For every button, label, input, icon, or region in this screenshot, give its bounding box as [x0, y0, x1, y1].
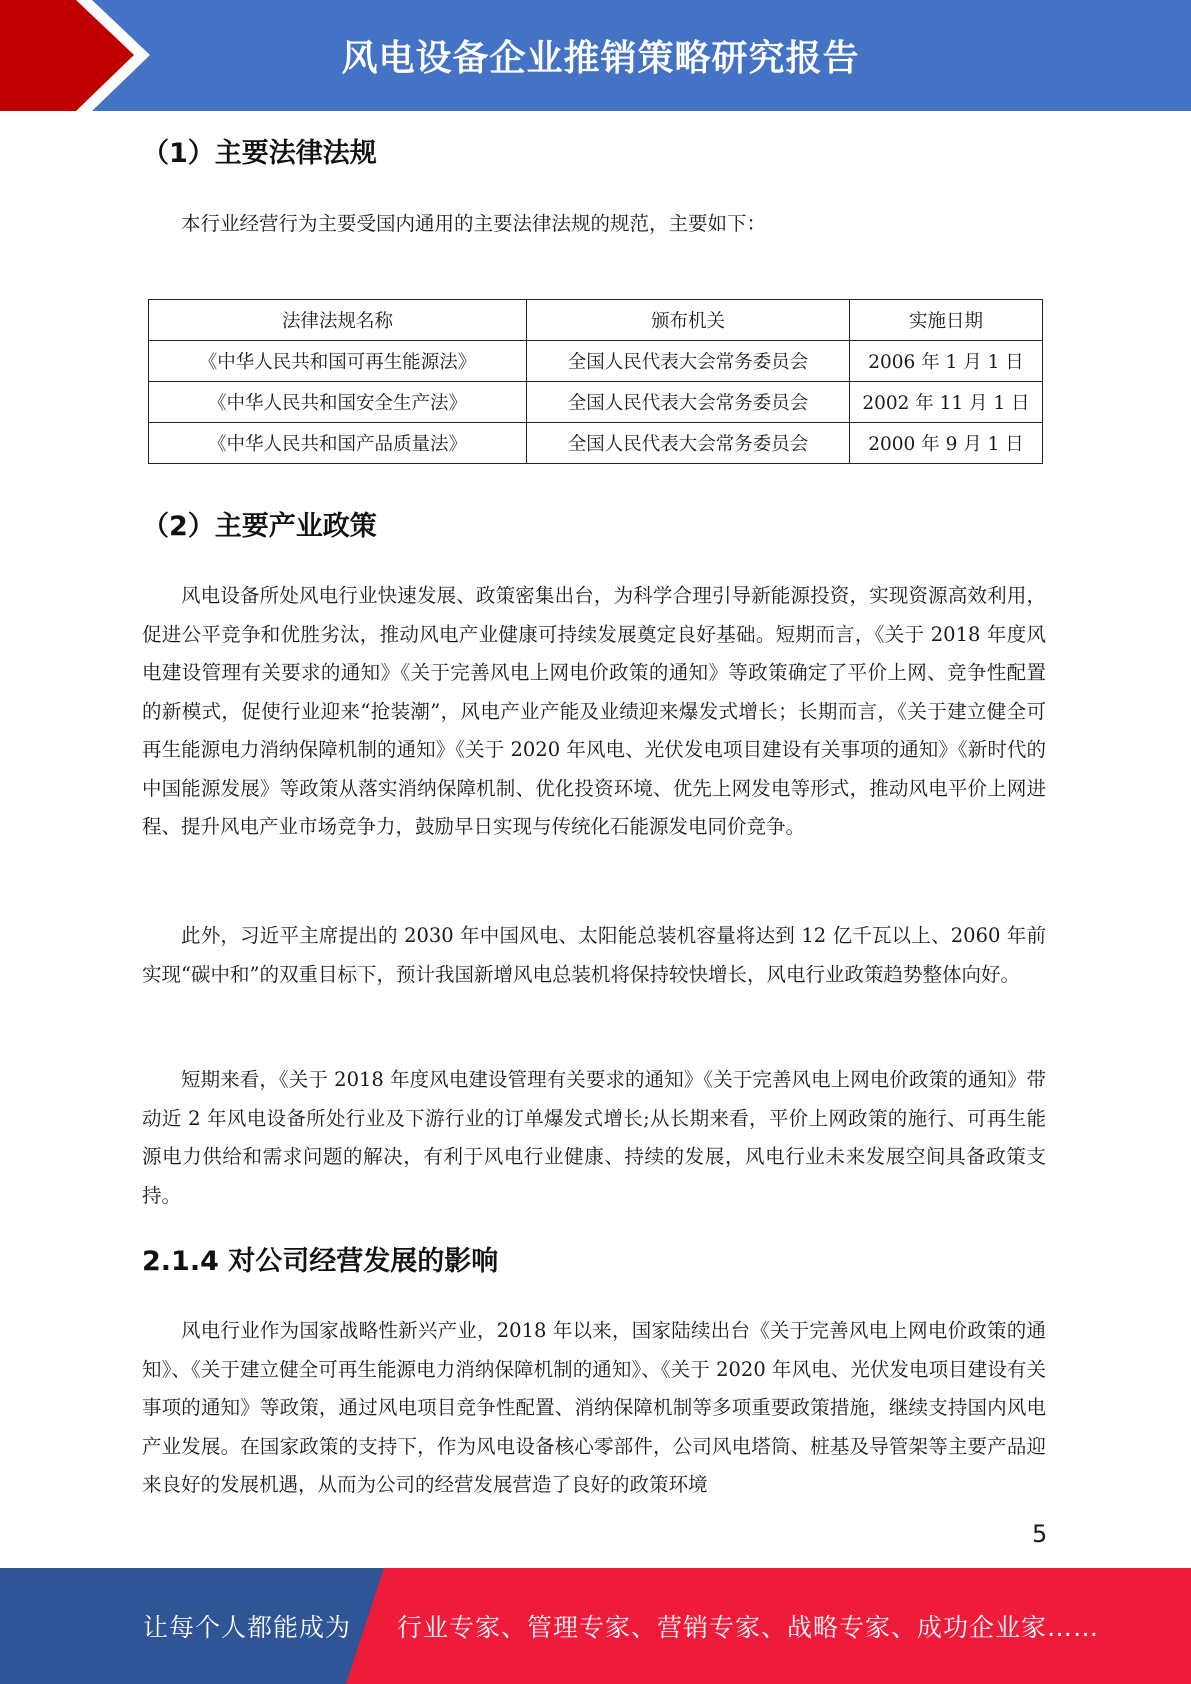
- laws-intro-paragraph: 本行业经营行为主要受国内通用的主要法律法规的规范，主要如下：: [181, 212, 767, 235]
- table-cell: 2002 年 11 月 1 日: [850, 382, 1043, 423]
- page-header: [0, 0, 1191, 111]
- policy-paragraph-2: 此外，习近平主席提出的 2030 年中国风电、太阳能总装机容量将达到 12 亿千瓦以上、2060 年前实现“碳中和”的双重目标下，预计我国新增风电总装机将保持较快增长，风电行业政策趋势整体向好。: [142, 924, 1046, 986]
- table-header-date: 实施日期: [850, 300, 1043, 341]
- table-cell: 全国人民代表大会常务委员会: [527, 382, 850, 423]
- section-heading-impact: 2.1.4 对公司经营发展的影响: [142, 1246, 499, 1277]
- policy-paragraph-1: 风电设备所处风电行业快速发展、政策密集出台，为科学合理引导新能源投资，实现资源高效利用，促进公平竞争和优胜劣汰，推动风电产业健康可持续发展奠定良好基础。短期而言，《关于 2018 年度风电建设管理有关要求的通知》《关于完善风电上网电价政策的通知》等政策确定了平价上网、竞争性配置的新模式，促使行业迎来“抢装潮”，风电产业产能及业绩迎来爆发式增长；长期而言，《关于建立健全可再生能源电力消纳保障机制的通知》《关于 2020 年风电、光伏发电项目建设有关事项的通知》《新时代的中国能源发展》等政策从落实消纳保障机制、优化投资环境、优先上网发电等形式，推动风电平价上网进程、提升风电产业市场竞争力，鼓励早日实现与传统化石能源发电同价竞争。: [142, 584, 1046, 838]
- footer-slogan-left: 让每个人都能成为: [143, 1613, 352, 1642]
- table-cell: 《中华人民共和国可再生能源法》: [149, 341, 527, 382]
- table-header-authority: 颁布机关: [527, 300, 850, 341]
- table-cell: 2006 年 1 月 1 日: [850, 341, 1043, 382]
- law-table: [148, 299, 1043, 464]
- table-cell: 《中华人民共和国安全生产法》: [149, 382, 527, 423]
- table-cell: 全国人民代表大会常务委员会: [527, 423, 850, 464]
- table-header-row: [149, 300, 1043, 341]
- table-row: [149, 341, 1043, 382]
- table-header-name: 法律法规名称: [149, 300, 527, 341]
- section-heading-laws: （1）主要法律法规: [142, 138, 377, 169]
- report-title: 风电设备企业推销策略研究报告: [341, 38, 860, 79]
- footer-slogan-right: 行业专家、管理专家、营销专家、战略专家、成功企业家……: [397, 1613, 1100, 1642]
- impact-paragraph: 风电行业作为国家战略性新兴产业，2018 年以来，国家陆续出台《关于完善风电上网电价政策的通知》、《关于建立健全可再生能源电力消纳保障机制的通知》、《关于 2020 年风电、光伏发电项目建设有关事项的通知》等政策，通过风电项目竞争性配置、消纳保障机制等多项重要政策措施，继续支持国内风电产业发展。在国家政策的支持下，作为风电设备核心零部件，公司风电塔筒、桩基及导管架等主要产品迎来良好的发展机遇，从而为公司的经营发展营造了良好的政策环境: [142, 1319, 1046, 1496]
- table-cell: 全国人民代表大会常务委员会: [527, 341, 850, 382]
- policy-paragraph-3: 短期来看，《关于 2018 年度风电建设管理有关要求的通知》《关于完善风电上网电价政策的通知》带动近 2 年风电设备所处行业及下游行业的订单爆发式增长;从长期来看，平价上网政策的施行、可再生能源电力供给和需求问题的解决，有利于风电行业健康、持续的发展，风电行业未来发展空间具备政策支持。: [142, 1068, 1046, 1207]
- table-row: [149, 382, 1043, 423]
- table-cell: 2000 年 9 月 1 日: [850, 423, 1043, 464]
- table-row: [149, 423, 1043, 464]
- page-number: 5: [1032, 1520, 1048, 1548]
- table-cell: 《中华人民共和国产品质量法》: [149, 423, 527, 464]
- page-footer: [0, 1568, 1191, 1684]
- section-heading-policies: （2）主要产业政策: [142, 511, 377, 542]
